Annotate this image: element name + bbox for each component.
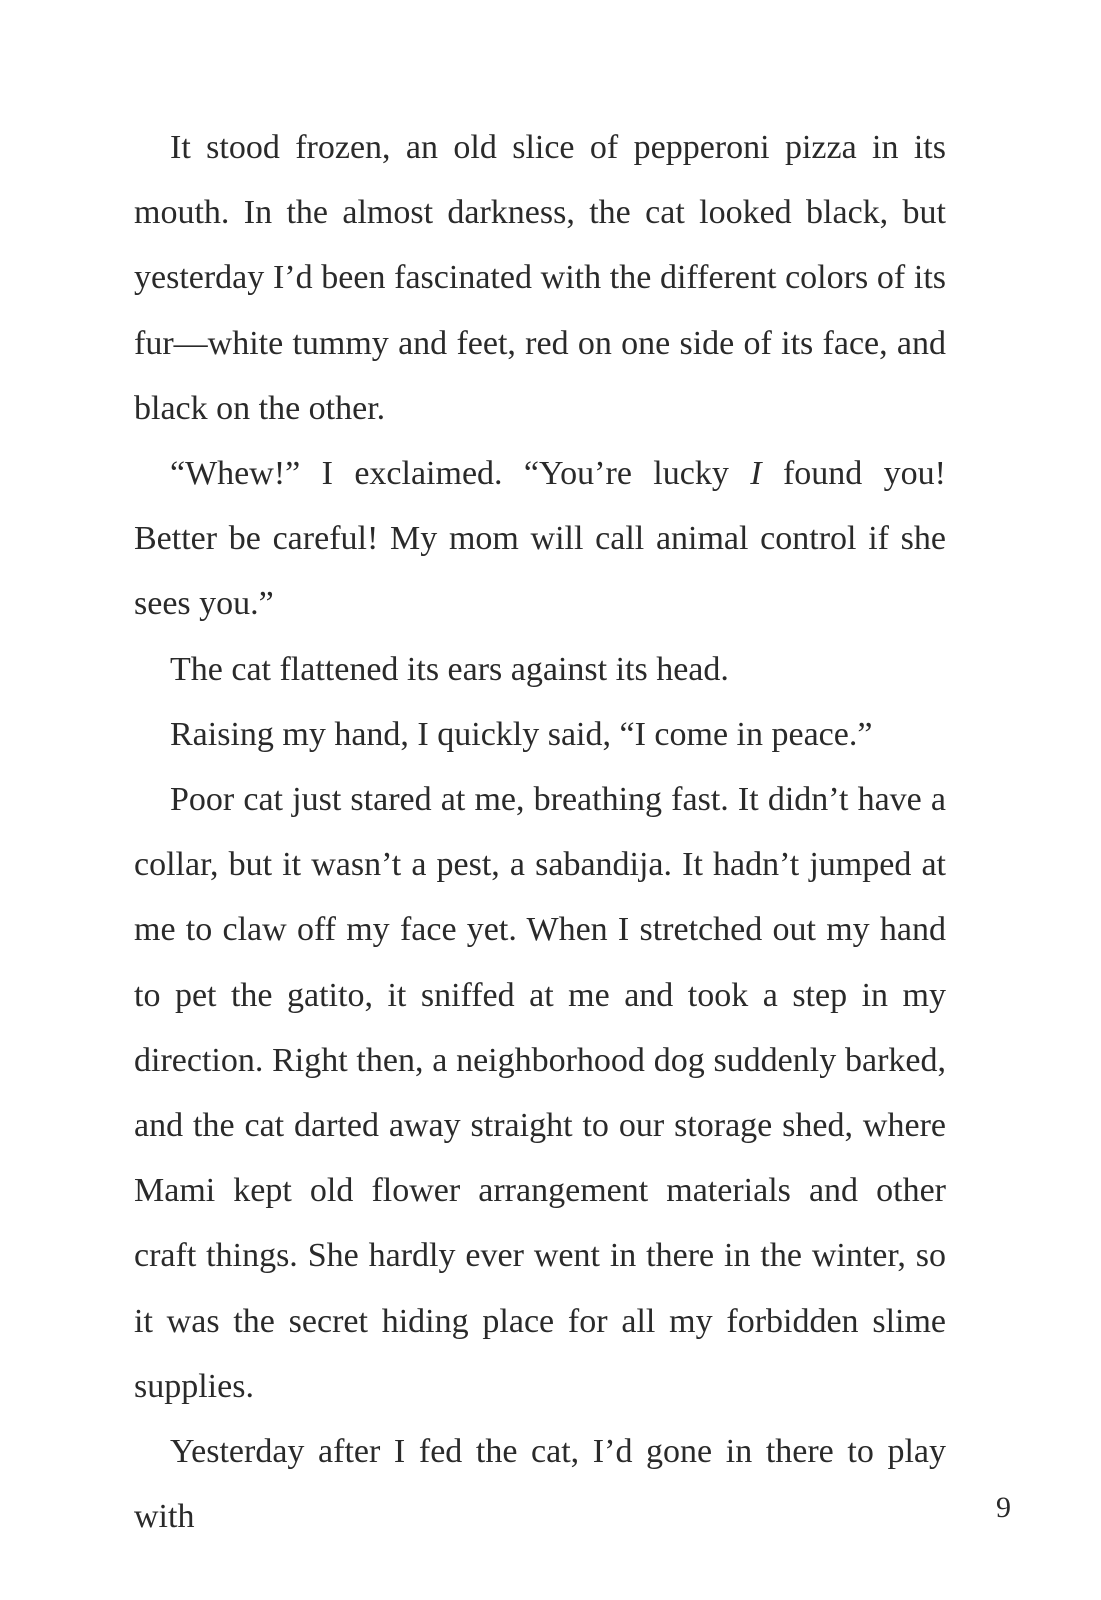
- paragraph-2-end: found you! Better be careful! My mom will call animal control if she sees you.”: [134, 455, 946, 623]
- paragraph-2: [134, 441, 946, 637]
- paragraph-2-start: “Whew!” I exclaimed. “You’re lucky: [170, 455, 751, 493]
- paragraph-6: Yesterday after I fed the cat, I’d gone in there to play with: [134, 1433, 946, 1536]
- paragraph-5: Poor cat just stared at me, breathing fast. It didn’t have a collar, but it wasn’t a pest, a sabandija. It hadn’t jumped at me to claw off my face yet. When I stretched out my hand to pet the gatito, it sniffed at me and took a step in my direction. Right then, a neighborhood dog suddenly barked, and the cat darted away straight to our storage shed, where Mami kept old flower arrangement materials and other craft things. She hardly ever went in there in the winter, so it was the secret hiding place for all my forbidden slime supplies.: [134, 781, 946, 1405]
- paragraph-3: The cat flattened its ears against its head.: [170, 650, 729, 688]
- paragraph-4: Raising my hand, I quickly said, “I come in peace.”: [170, 715, 873, 753]
- paragraph-2-emphasis: I: [750, 455, 762, 493]
- body-text: [134, 115, 946, 1549]
- paragraph-1: It stood frozen, an old slice of pepperoni pizza in its mouth. In the almost darkness, the cat looked black, but yesterday I’d been fascinated with the different colors of its fur—white tummy and feet, red on one side of its face, and black on the other.: [134, 129, 946, 427]
- page-number: 9: [996, 1491, 1011, 1524]
